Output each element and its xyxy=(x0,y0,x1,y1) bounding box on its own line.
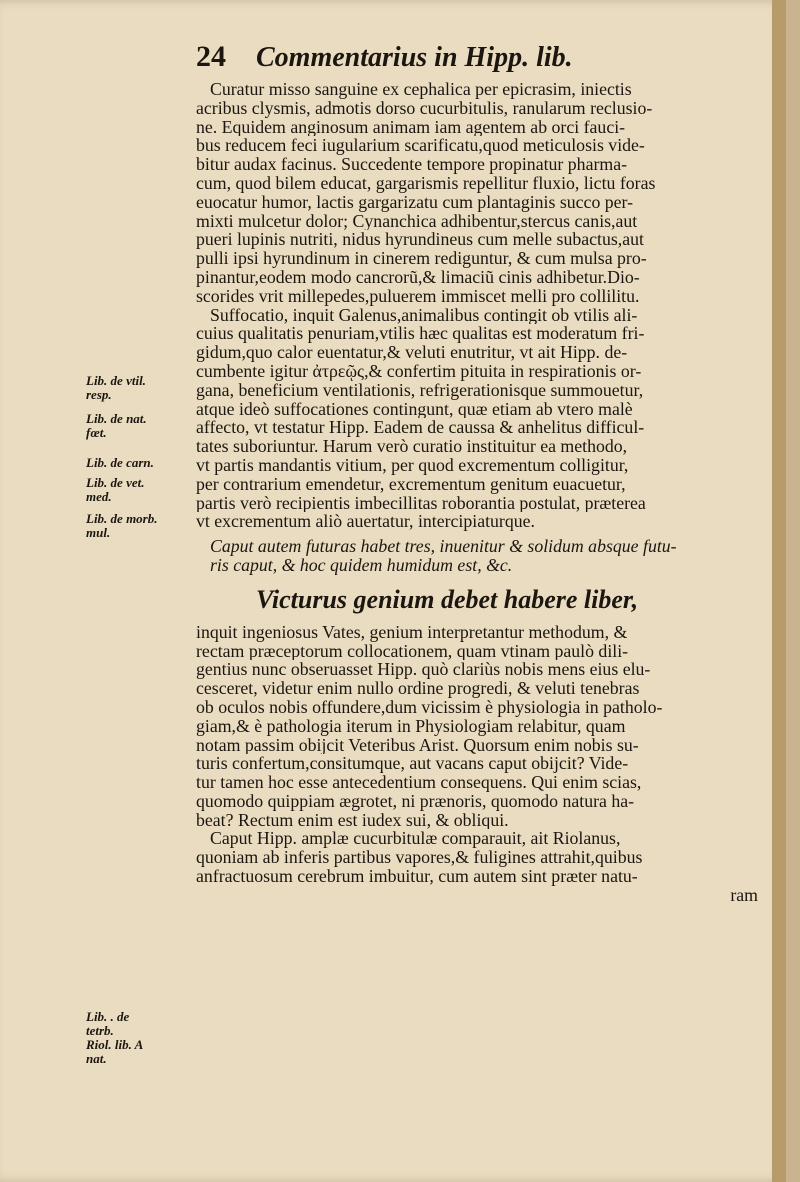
margin-note-line: Lib. de carn. xyxy=(86,455,154,470)
page-edge xyxy=(772,0,786,1182)
margin-note xyxy=(86,476,194,504)
text-line: bitur audax facinus. Succedente tempore propinatur pharma- xyxy=(196,155,628,174)
margin-note-line: Riol. lib. A xyxy=(86,1037,144,1052)
text-line: quomodo quippiam ægrotet, ni prænoris, quomodo natura ha- xyxy=(196,791,635,811)
margin-note-line: Lib. de morb. xyxy=(86,511,158,526)
running-head: Commentarius in Hipp. lib. xyxy=(256,42,573,73)
text-line: rectam præceptorum collocationem, quam vtinam paulò dili- xyxy=(196,641,629,661)
text-line: affecto, vt testatur Hipp. Eadem de caussa & anhelitus difficul- xyxy=(196,418,645,438)
text-line: gana, beneficium ventilationis, refrigerationisque summouetur, xyxy=(196,380,644,400)
margin-note-line: Lib. . de xyxy=(86,1009,130,1024)
page-header xyxy=(196,40,756,80)
quote-line: ris caput, & hoc quidem humidum est, &c. xyxy=(210,554,513,575)
paragraph xyxy=(196,306,758,532)
margin-note-line: fœt. xyxy=(86,425,107,440)
text-line: Curatur misso sanguine ex cephalica per epicrasim, iniectis xyxy=(210,80,632,99)
text-line: atque ideò suffocationes contingunt, quæ etiam ab vtero malè xyxy=(196,399,633,419)
margin-note xyxy=(86,512,194,540)
text-line: cesceret, videtur enim nullo ordine progredi, & veluti tenebras xyxy=(196,679,640,698)
text-line: euocatur humor, lactis gargarizatu cum plantaginis succo per- xyxy=(196,192,634,212)
page-number: 24 xyxy=(196,40,226,73)
margin-note-line: Lib. de nat. xyxy=(86,411,147,426)
text-line: bus reducem feci iugularium scarificatu,quod meticulosis vide- xyxy=(196,136,645,156)
text-line: beat? Rectum enim est iudex sui, & obliqui. xyxy=(196,810,509,830)
margin-note-line: Lib. de vet. xyxy=(86,475,145,490)
margin-note-line: nat. xyxy=(86,1051,107,1066)
text-line: vt partis mandantis vitium, per quod excrementum colligitur, xyxy=(196,455,629,475)
margin-note xyxy=(86,412,194,440)
quote-line: Caput autem futuras habet tres, inuenitur & solidum absque futu- xyxy=(210,536,677,557)
text-line: scorides vrit millepedes,puluerem immiscet melli pro collilitu. xyxy=(196,286,640,306)
text-line: gidum,quo calor euentatur,& veluti enutritur, vt ait Hipp. de- xyxy=(196,343,628,362)
text-line: Suffocatio, inquit Galenus,animalibus contingit ob vtilis ali- xyxy=(210,305,638,325)
text-line: acribus clysmis, admotis dorso cucurbitulis, ranularum reclusio- xyxy=(196,98,653,118)
text-line: ne. Equidem anginosum animam iam agentem ab orci fauci- xyxy=(196,117,626,137)
text-line: partis verò recipientis imbecillitas roborantia postulat, præterea xyxy=(196,493,646,513)
text-line: anfractuosum cerebrum imbuitur, cum autem sint præter natu- xyxy=(196,867,638,886)
lemma-quote xyxy=(196,537,758,575)
margin-note-line: resp. xyxy=(86,387,112,402)
margin-note-line: mul. xyxy=(86,525,111,540)
text-line: tur tamen hoc esse antecedentium consequens. Qui enim scias, xyxy=(196,773,642,792)
text-line: mixti mulcetur dolor; Cynanchica adhibentur,stercus canis,aut xyxy=(196,211,638,231)
text-line: pinantur,eodem modo cancrorũ,& limaciũ cinis adhibetur.Dio- xyxy=(196,267,640,287)
text-line: gentius nunc obseruasset Hipp. quò clariùs nobis mens eius elu- xyxy=(196,660,651,680)
text-line: giam,& è pathologia iterum in Physiologiam relabitur, quam xyxy=(196,716,626,736)
text-line: quoniam ab inferis partibus vapores,& fuligines attrahit,quibus xyxy=(196,848,643,868)
text-line: cuius qualitatis penuriam,vtilis hæc qualitas est moderatum fri- xyxy=(196,324,645,344)
text-line: notam passim obijcit Veteribus Arist. Quorsum enim nobis su- xyxy=(196,735,639,755)
text-line: ob oculos nobis offundere,dum vicissim è physiologia in patholo- xyxy=(196,697,663,717)
section-heading: Victurus genium debet habere liber, xyxy=(256,584,639,614)
text-line: vt excrementum aliò auertatur, intercipiaturque. xyxy=(196,512,535,532)
text-line: turis confertum,consitumque, aut vacans caput obijcit? Vide- xyxy=(196,754,629,774)
paragraph xyxy=(196,829,758,904)
margin-note xyxy=(86,456,194,470)
margin-note-line: med. xyxy=(86,489,112,504)
paragraph xyxy=(196,80,758,306)
text-line: per contrarium emendetur, excrementum genitum euacuetur, xyxy=(196,474,626,494)
text-line: inquit ingeniosus Vates, genium interpretantur methodum, & xyxy=(196,622,628,642)
text-line: tates suboriuntur. Harum verò curatio instituitur ea methodo, xyxy=(196,437,628,456)
paragraph xyxy=(196,623,758,830)
margin-note xyxy=(86,374,194,402)
text-line: Caput Hipp. amplæ cucurbitulæ comparauit, ait Riolanus, xyxy=(210,829,621,849)
text-line: cumbente igitur ἀτρεῷς,& confertim pituita in respirationis or- xyxy=(196,361,642,381)
text-line: pueri lupinis nutriti, nidus hyrundineus cum melle subactus,aut xyxy=(196,230,644,250)
margin-note xyxy=(86,1010,194,1066)
catchword: ram xyxy=(730,885,758,905)
margin-note-line: tetrb. xyxy=(86,1023,114,1038)
text-line: cum, quod bilem educat, gargarismis repellitur fluxio, lictu foras xyxy=(196,173,656,193)
main-text xyxy=(196,80,758,905)
text-line: pulli ipsi hyrundinum in cinerem rediguntur, & cum mulsa pro- xyxy=(196,249,647,268)
margin-note-line: Lib. de vtil. xyxy=(86,373,146,388)
